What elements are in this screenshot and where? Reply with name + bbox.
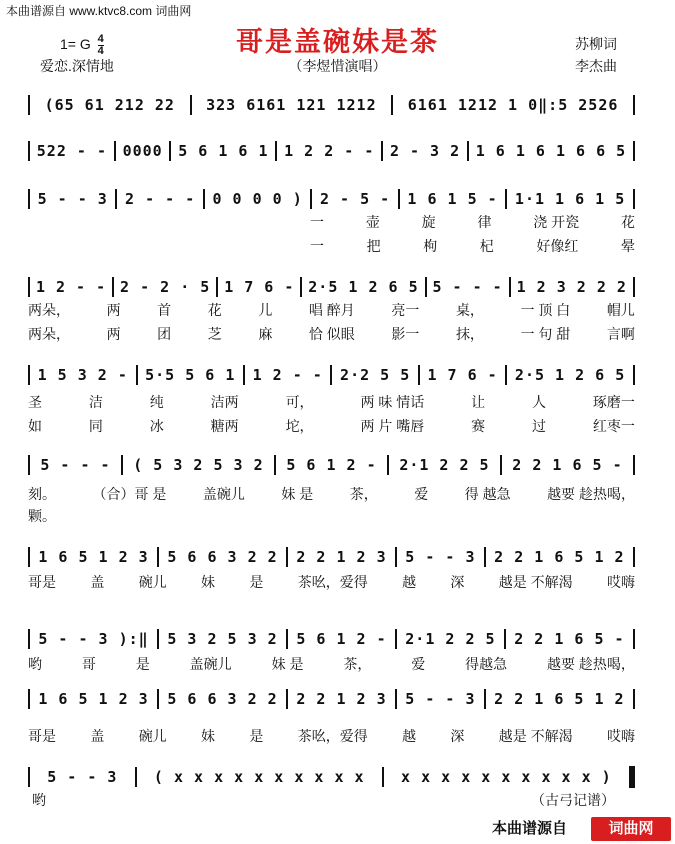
measure: 2 - 2 · 5 bbox=[120, 278, 211, 296]
lyric-word: 妹 bbox=[201, 728, 216, 744]
bar-line bbox=[28, 277, 30, 297]
bar-line bbox=[505, 365, 507, 385]
lyric-word: 越要 趁热喝， bbox=[547, 656, 635, 672]
lyric-line bbox=[310, 212, 635, 232]
measure: 5·5 5 6 1 bbox=[145, 366, 236, 384]
measure: 2·2 5 5 bbox=[340, 366, 411, 384]
bar-line bbox=[300, 277, 302, 297]
bar-line bbox=[484, 547, 486, 567]
bar-line bbox=[121, 455, 123, 475]
measure: 5 - - 3 bbox=[405, 690, 476, 708]
measure: 2 - 5 - bbox=[319, 190, 391, 208]
bar-line bbox=[398, 189, 400, 209]
bar-line bbox=[275, 141, 277, 161]
lyric-word: 律 bbox=[477, 214, 492, 230]
lyric-word: 哎嗨 bbox=[606, 728, 635, 744]
bar-line bbox=[509, 277, 511, 297]
lyric-word: 盖 bbox=[90, 728, 105, 744]
bar-line bbox=[157, 629, 159, 649]
measure: 5 3 2 5 3 2 bbox=[167, 630, 278, 648]
bar-line bbox=[500, 455, 502, 475]
lyric-word: 一 顶 白 bbox=[520, 302, 571, 318]
note-line bbox=[28, 140, 635, 162]
lyric-word: 盖碗儿 bbox=[189, 656, 232, 672]
lyric-word: 越 bbox=[402, 728, 417, 744]
lyric-word: 影一 bbox=[391, 326, 420, 342]
measure: 1 6 5 1 2 3 bbox=[38, 690, 149, 708]
measure: 2 - 3 2 bbox=[389, 142, 461, 160]
measure: 5 - - 3 bbox=[37, 190, 108, 208]
end-bar-line bbox=[633, 365, 635, 385]
lyric-word: 深 bbox=[450, 728, 465, 744]
lyric-word: 得 越急 bbox=[464, 486, 511, 502]
bar-line bbox=[274, 455, 276, 475]
lyric-word: 一 句 甜 bbox=[520, 326, 571, 342]
lyric-word: 圣 bbox=[28, 394, 42, 410]
end-bar-line bbox=[633, 455, 635, 475]
lyric-word: 冰 bbox=[149, 418, 164, 434]
bar-line bbox=[112, 277, 114, 297]
lyric-word: 哟 bbox=[28, 656, 42, 672]
lyric-word: 团 bbox=[157, 326, 172, 342]
lyric-line bbox=[28, 300, 635, 320]
measure: x x x x x x x x x x ) bbox=[401, 768, 612, 786]
lyric-word: 是 bbox=[135, 656, 150, 672]
bar-line bbox=[467, 141, 469, 161]
lyric-word: 茶吆，爱得 bbox=[297, 728, 368, 744]
lyric-word: 两 bbox=[106, 326, 121, 342]
measure: 0 0 0 0 ) bbox=[212, 190, 303, 208]
lyric-line bbox=[32, 790, 615, 810]
measure: 5 6 6 3 2 2 bbox=[167, 548, 278, 566]
measure: 1 6 1 6 1 6 6 5 bbox=[475, 142, 627, 160]
lyric-word: 红枣一 bbox=[592, 418, 635, 434]
measure: 1 5 3 2 - bbox=[37, 366, 128, 384]
measure: 2 2 1 2 3 bbox=[296, 548, 387, 566]
lyric-word: 旋 bbox=[421, 214, 436, 230]
score-row bbox=[28, 132, 635, 172]
site-logo[interactable]: 词曲网 bbox=[591, 817, 671, 841]
end-bar-line bbox=[633, 95, 635, 115]
note-line bbox=[28, 94, 635, 116]
lyric-word: 哎嗨 bbox=[606, 574, 635, 590]
measure: 0000 bbox=[122, 142, 163, 160]
measure: 2·1 2 2 5 bbox=[405, 630, 496, 648]
lyric-word: 越是 不解渴 bbox=[498, 728, 573, 744]
lyric-word: 唱 醉月 bbox=[308, 302, 355, 318]
key-signature bbox=[60, 34, 104, 57]
lyric-word: 好像红 bbox=[536, 238, 579, 254]
lyric-word: 如 bbox=[28, 418, 42, 434]
bar-line bbox=[157, 547, 159, 567]
singer-credit: （李煜惜演唱） bbox=[288, 58, 387, 74]
end-bar-line bbox=[633, 629, 635, 649]
lyric-word: 刻。 bbox=[28, 486, 56, 502]
measure: 1 2 - - bbox=[35, 278, 107, 296]
bar-line bbox=[115, 189, 117, 209]
lyric-word: 芝 bbox=[207, 326, 222, 342]
lyric-word: 妹 是 bbox=[271, 656, 304, 672]
measure: 5 6 1 2 - bbox=[296, 630, 387, 648]
bar-line bbox=[28, 629, 30, 649]
lyric-word: 赛 bbox=[471, 418, 486, 434]
bar-line bbox=[382, 767, 384, 787]
note-line bbox=[28, 628, 635, 650]
measure: 5 6 1 6 1 bbox=[178, 142, 269, 160]
measure: 5 - - - bbox=[432, 278, 503, 296]
lyric-word: 茶， bbox=[343, 656, 372, 672]
score-row bbox=[28, 86, 635, 126]
lyric-word: 壶 bbox=[365, 214, 380, 230]
lyric-word: 把 bbox=[366, 238, 381, 254]
lyric-word: 得越急 bbox=[465, 656, 508, 672]
lyric-word: 枸 bbox=[423, 238, 438, 254]
lyric-word: 儿 bbox=[258, 302, 273, 318]
lyric-line bbox=[28, 392, 635, 412]
lyric-line bbox=[28, 484, 635, 504]
lyricist-credit: 苏柳词 bbox=[575, 36, 617, 52]
footer-source: 本曲谱源自 bbox=[491, 820, 567, 837]
lyric-word: 抹， bbox=[455, 326, 484, 342]
key-label: 1= G bbox=[60, 36, 91, 53]
measure: 2 2 1 6 5 1 2 bbox=[494, 690, 625, 708]
lyric-word: 晕 bbox=[620, 238, 635, 254]
note-line bbox=[28, 766, 635, 788]
bar-line bbox=[243, 365, 245, 385]
bar-line bbox=[387, 455, 389, 475]
lyric-word: 碗儿 bbox=[138, 728, 167, 744]
lyric-word: 哥是 bbox=[28, 728, 56, 744]
mood-marking: 爱恋.深情地 bbox=[40, 58, 114, 74]
note-line bbox=[28, 188, 635, 210]
lyric-word: 同 bbox=[88, 418, 103, 434]
lyric-word: 浇 开瓷 bbox=[533, 214, 580, 230]
end-bar-line bbox=[633, 547, 635, 567]
end-bar-line bbox=[633, 189, 635, 209]
measure: 1 2 - - bbox=[252, 366, 323, 384]
measure: 2 2 1 6 5 1 2 bbox=[494, 548, 625, 566]
bar-line bbox=[136, 365, 138, 385]
lyric-line bbox=[28, 572, 635, 592]
lyric-line bbox=[310, 236, 635, 256]
bar-line bbox=[395, 547, 397, 567]
time-sig-top: 4 bbox=[97, 33, 104, 45]
measure: 1 7 6 - bbox=[427, 366, 498, 384]
composer-credit: 李杰曲 bbox=[575, 58, 617, 74]
lyric-word: 越是 不解渴 bbox=[498, 574, 573, 590]
bar-line bbox=[395, 629, 397, 649]
bar-line bbox=[286, 547, 288, 567]
score-row bbox=[28, 680, 635, 720]
measure: 5 - - 3 bbox=[47, 768, 118, 786]
lyric-word: 妹 是 bbox=[281, 486, 314, 502]
time-sig-bottom: 4 bbox=[97, 45, 104, 57]
measure: 2·5 1 2 6 5 bbox=[308, 278, 419, 296]
lyric-word: 麻 bbox=[258, 326, 273, 342]
bar-line bbox=[381, 141, 383, 161]
lyric-word: 茶吆，爱得 bbox=[297, 574, 368, 590]
lyric-word: 爱 bbox=[414, 486, 429, 502]
lyric-word: 杞 bbox=[479, 238, 494, 254]
lyric-line bbox=[28, 506, 635, 526]
measure: (65 61 212 22 bbox=[44, 96, 175, 114]
measure: 1 7 6 - bbox=[224, 278, 295, 296]
lyric-word: 是 bbox=[249, 574, 264, 590]
bar-line bbox=[169, 141, 171, 161]
measure: 1·1 1 6 1 5 bbox=[514, 190, 626, 208]
note-line bbox=[28, 276, 635, 298]
measure: 1 6 1 5 - bbox=[407, 190, 498, 208]
measure: 522 - - bbox=[36, 142, 107, 160]
bar-line bbox=[135, 767, 137, 787]
bar-line bbox=[286, 689, 288, 709]
lyric-word: 妹 bbox=[201, 574, 216, 590]
lyric-word: 爱 bbox=[411, 656, 426, 672]
end-bar-line bbox=[633, 277, 635, 297]
bar-line bbox=[330, 365, 332, 385]
bar-line bbox=[310, 189, 312, 209]
lyric-word: 帽儿 bbox=[606, 302, 635, 318]
lyric-word: 深 bbox=[450, 574, 465, 590]
measure: 6161 1212 1 0‖:5 2526 bbox=[407, 96, 619, 114]
measure: ( 5 3 2 5 3 2 bbox=[133, 456, 264, 474]
measure: 5 - - 3 bbox=[405, 548, 476, 566]
measure: 5 - - - bbox=[40, 456, 111, 474]
score-row bbox=[28, 446, 635, 486]
bar-line bbox=[28, 689, 30, 709]
lyric-word: 越要 趁热喝， bbox=[547, 486, 635, 502]
end-bar-line bbox=[633, 141, 635, 161]
lyric-word: 亮一 bbox=[391, 302, 420, 318]
lyric-word: 越 bbox=[402, 574, 417, 590]
measure: 2 2 1 6 5 - bbox=[512, 456, 623, 474]
bar-line bbox=[28, 767, 30, 787]
lyric-word: 糖两 bbox=[210, 418, 239, 434]
lyric-word: 过 bbox=[532, 418, 547, 434]
lyric-word: （古弓记谱） bbox=[531, 792, 615, 808]
lyric-word: 人 bbox=[532, 394, 547, 410]
lyric-word: 首 bbox=[157, 302, 172, 318]
lyric-word: 坨， bbox=[285, 418, 314, 434]
lyric-word: 洁两 bbox=[210, 394, 239, 410]
lyric-word: 哥是 bbox=[28, 574, 56, 590]
bar-line bbox=[28, 141, 30, 161]
measure: 323 6161 121 1212 bbox=[206, 96, 377, 114]
bar-line bbox=[505, 189, 507, 209]
lyric-word: 茶， bbox=[349, 486, 378, 502]
lyric-word: 花 bbox=[620, 214, 635, 230]
bar-line bbox=[425, 277, 427, 297]
measure: 2 - - - bbox=[125, 190, 196, 208]
lyric-word: 哥 bbox=[81, 656, 96, 672]
site-header: 本曲谱源自 www.ktvc8.com 词曲网 bbox=[6, 4, 192, 18]
lyric-word: 是 bbox=[249, 728, 264, 744]
note-line bbox=[28, 454, 635, 476]
bar-line bbox=[28, 365, 30, 385]
lyric-word: 哟 bbox=[32, 792, 46, 808]
bar-line bbox=[216, 277, 218, 297]
lyric-word: 桌， bbox=[455, 302, 484, 318]
measure: 1 2 3 2 2 2 bbox=[516, 278, 627, 296]
lyric-word: 两 味 情话 bbox=[360, 394, 425, 410]
bar-line bbox=[504, 629, 506, 649]
bar-line bbox=[114, 141, 116, 161]
time-signature bbox=[98, 34, 104, 57]
lyric-line bbox=[28, 324, 635, 344]
bar-line bbox=[28, 95, 30, 115]
bar-line bbox=[28, 189, 30, 209]
lyric-word: 可， bbox=[285, 394, 314, 410]
measure: 2·5 1 2 6 5 bbox=[514, 366, 626, 384]
bar-line bbox=[395, 689, 397, 709]
lyric-word: 碗儿 bbox=[138, 574, 167, 590]
lyric-word: 两朵， bbox=[28, 302, 70, 318]
lyric-word: 让 bbox=[471, 394, 486, 410]
measure: 5 - - 3 ):‖ bbox=[38, 630, 149, 648]
bar-line bbox=[484, 689, 486, 709]
measure: 1 6 5 1 2 3 bbox=[38, 548, 149, 566]
note-line bbox=[28, 688, 635, 710]
lyric-word: 一 bbox=[310, 214, 324, 230]
lyric-line bbox=[28, 726, 635, 746]
lyric-word: 言啊 bbox=[606, 326, 635, 342]
lyric-word: 恰 似眼 bbox=[308, 326, 355, 342]
end-bar-line bbox=[633, 689, 635, 709]
bar-line bbox=[418, 365, 420, 385]
note-line bbox=[28, 364, 635, 386]
lyric-line bbox=[28, 654, 635, 674]
lyric-word: 洁 bbox=[88, 394, 103, 410]
lyric-word: （合）哥 是 bbox=[92, 486, 167, 502]
measure: ( x x x x x x x x x x bbox=[153, 768, 365, 786]
bar-line bbox=[391, 95, 393, 115]
measure: 2 2 1 2 3 bbox=[296, 690, 387, 708]
bar-line bbox=[203, 189, 205, 209]
lyric-word: 琢磨一 bbox=[592, 394, 635, 410]
song-title: 哥是盖碗妹是茶 bbox=[236, 27, 439, 58]
lyric-word: 盖碗儿 bbox=[202, 486, 245, 502]
measure: 2 2 1 6 5 - bbox=[514, 630, 625, 648]
bar-line bbox=[28, 455, 30, 475]
score-row bbox=[28, 356, 635, 396]
measure: 2·1 2 2 5 bbox=[399, 456, 490, 474]
lyric-line bbox=[28, 416, 635, 436]
lyric-word: 一 bbox=[310, 238, 324, 254]
bar-line bbox=[190, 95, 192, 115]
note-line bbox=[28, 546, 635, 568]
lyric-word: 颗。 bbox=[28, 508, 56, 524]
measure: 5 6 1 2 - bbox=[286, 456, 377, 474]
lyric-word: 盖 bbox=[90, 574, 105, 590]
lyric-word: 两 片 嘴唇 bbox=[360, 418, 425, 434]
lyric-word: 花 bbox=[207, 302, 222, 318]
measure: 5 6 6 3 2 2 bbox=[167, 690, 278, 708]
measure: 1 2 2 - - bbox=[284, 142, 375, 160]
bar-line bbox=[28, 547, 30, 567]
end-bar-line bbox=[629, 766, 635, 788]
bar-line bbox=[286, 629, 288, 649]
lyric-word: 两 bbox=[106, 302, 121, 318]
bar-line bbox=[157, 689, 159, 709]
lyric-word: 纯 bbox=[149, 394, 164, 410]
lyric-word: 两朵， bbox=[28, 326, 70, 342]
